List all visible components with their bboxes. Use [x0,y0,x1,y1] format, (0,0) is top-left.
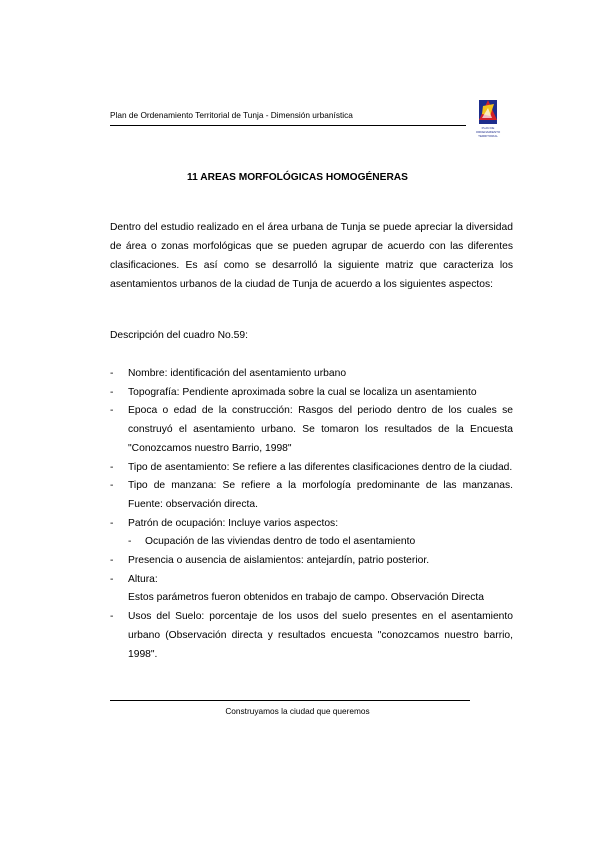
running-header: Plan de Ordenamiento Territorial de Tunja - Dimensión urbanística [110,110,353,120]
list-item: - Nombre: identificación del asentamiento urbano [110,368,347,379]
list-item: - Altura: [110,573,158,585]
list-item: - Topografía: Pendiente aproximada sobre la cual se localiza un asentamiento [110,386,477,398]
list-continuation: Estos parámetros fueron obtenidos en trabajo de campo. Observación Directa [128,592,485,604]
aspects-list [110,365,513,664]
running-footer: Construyamos la ciudad que queremos [225,706,370,716]
list-item: - Presencia o ausencia de aislamientos: antejardín, patrio posterior. [110,555,430,567]
list-item: - Tipo de manzana: Se refiere a la morfología predominante de las manzanas. Fuente: observación directa. [110,480,513,510]
intro-paragraph: Dentro del estudio realizado en el área urbana de Tunja se puede apreciar la diversidad de área o zonas morfológicas que se pueden agrupar de acuerdo con las diferentes clasificaciones. Es así como se desarrolló la siguiente matriz que caracteriza los asentamientos urbanos de la ciudad de Tunja de acuerdo a los siguientes aspectos: [110,222,513,290]
section-title: 11 AREAS MORFOLÓGICAS HOMOGÉNERAS [187,172,408,183]
footer-rule [110,700,470,701]
list-item: - Patrón de ocupación: Incluye varios aspectos: [110,517,339,529]
logo-caption-2: ORDENAMIENTO [476,130,501,134]
logo-caption-1: PLAN DE [481,126,495,130]
table-description: Descripción del cuadro No.59: [110,330,248,341]
list-item: - Epoca o edad de la construcción: Rasgos del periodo dentro de los cuales se construyó el asentamiento urbano. Se tomaron los resultados de la Encuesta "Conozcamos nuestro Barrio, 1998" [110,405,513,454]
list-item: - Tipo de asentamiento: Se refiere a las diferentes clasificaciones dentro de la ciudad. [110,461,513,473]
list-subitem: - Ocupación de las viviendas dentro de todo el asentamiento [128,536,416,548]
list-item: - Usos del Suelo: porcentaje de los usos del suelo presentes en el asentamiento urbano (Observación directa y resultados encuesta "conozcamos nuestro barrio, 1998". [110,611,513,660]
logo-caption-3: TERRITORIAL [478,134,498,138]
header-rule [110,125,466,126]
pot-logo-icon [476,98,502,142]
